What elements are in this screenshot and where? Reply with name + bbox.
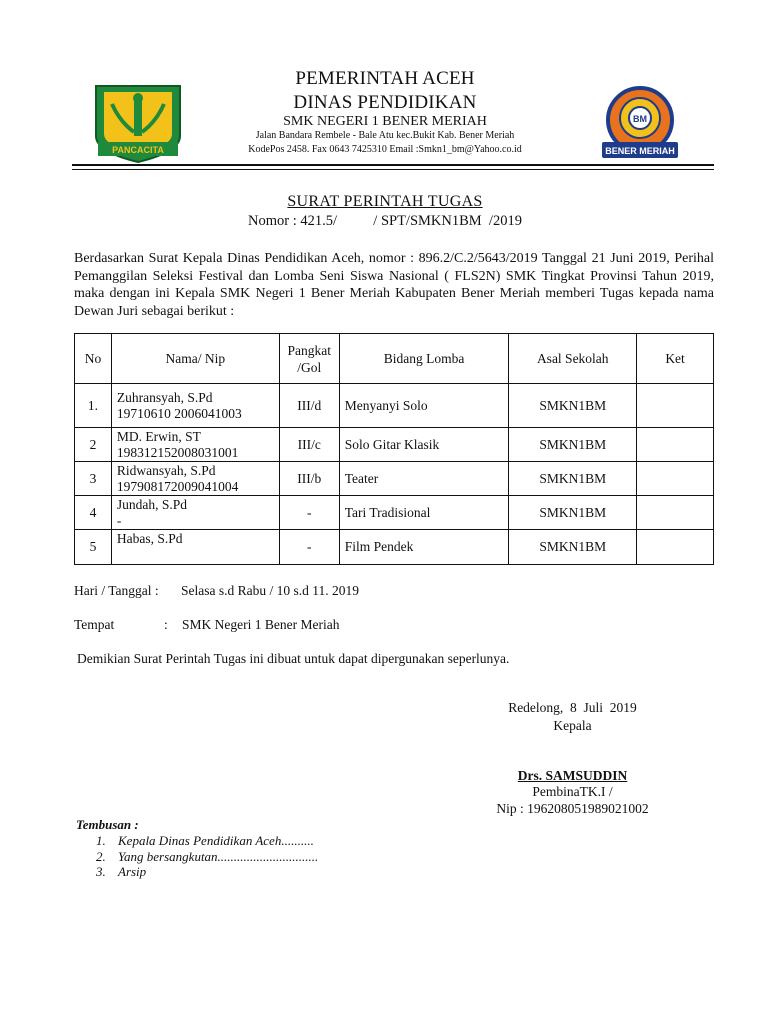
header-department: DINAS PENDIDIKAN — [293, 92, 477, 113]
row-name-nip — [111, 384, 279, 428]
table-row — [75, 428, 714, 462]
col-no: No — [75, 334, 112, 384]
row-school: SMKN1BM — [509, 530, 637, 565]
col-field: Bidang Lomba — [339, 334, 509, 384]
row-no: 3 — [75, 462, 112, 496]
table-row — [75, 384, 714, 428]
row-rank: III/d — [279, 384, 339, 428]
table-row — [75, 496, 714, 530]
row-school: SMKN1BM — [509, 462, 637, 496]
signer-rank: PembinaTK.I / — [532, 784, 613, 799]
row-note — [637, 496, 714, 530]
row-note — [637, 428, 714, 462]
table-header-row — [75, 334, 714, 384]
date-value: Selasa s.d Rabu / 10 s.d 11. 2019 — [181, 583, 359, 598]
header-address: Jalan Bandara Rembele - Bale Atu kec.Bukit Kab. Bener Meriah — [255, 130, 515, 141]
letter-title: SURAT PERINTAH TUGAS — [287, 193, 483, 210]
row-name: Zuhransyah, S.Pd — [116, 389, 213, 405]
table-row — [75, 530, 714, 565]
row-field: Solo Gitar Klasik — [339, 428, 509, 462]
header-government: PEMERINTAH ACEH — [295, 68, 475, 89]
letterhead-rule-thin — [72, 169, 714, 170]
row-nip: 197908172009041004 — [116, 478, 239, 494]
col-name: Nama/ Nip — [111, 334, 279, 384]
row-rank: - — [279, 530, 339, 565]
row-no: 4 — [75, 496, 112, 530]
cc-item: Arsip — [118, 864, 147, 879]
row-name: Ridwansyah, S.Pd — [116, 462, 216, 478]
row-no: 1. — [75, 384, 112, 428]
col-school: Asal Sekolah — [509, 334, 637, 384]
row-note — [637, 462, 714, 496]
col-note: Ket — [637, 334, 714, 384]
cc-item-number: 2. — [96, 849, 106, 864]
bener-meriah-logo — [592, 86, 688, 162]
row-name: Jundah, S.Pd — [116, 496, 188, 512]
row-name-nip — [111, 496, 279, 530]
signature-place-date: Redelong, 8 Juli 2019 — [508, 700, 637, 715]
row-name-nip — [111, 462, 279, 496]
pancacita-logo — [90, 82, 186, 164]
row-rank: - — [279, 496, 339, 530]
row-rank: III/c — [279, 428, 339, 462]
cc-item-number: 1. — [96, 833, 106, 848]
place-label: Tempat — [74, 617, 115, 632]
header-school: SMK NEGERI 1 BENER MERIAH — [283, 114, 487, 129]
svg-text:BENER MERIAH: BENER MERIAH — [605, 146, 675, 156]
row-field: Teater — [339, 462, 509, 496]
cc-item: Kepala Dinas Pendidikan Aceh.......... — [118, 833, 314, 848]
row-no: 5 — [75, 530, 112, 565]
row-name-nip — [111, 530, 279, 565]
row-field: Menyanyi Solo — [339, 384, 509, 428]
signature-position: Kepala — [553, 718, 592, 733]
table-row — [75, 462, 714, 496]
row-nip: 19710610 2006041003 — [116, 405, 242, 421]
cc-item-number: 3. — [96, 864, 106, 879]
letter-number: Nomor : 421.5/ / SPT/SMKN1BM /2019 — [248, 213, 522, 229]
row-note — [637, 530, 714, 565]
row-name-nip — [111, 428, 279, 462]
row-field: Tari Tradisional — [339, 496, 509, 530]
closing-sentence: Demikian Surat Perintah Tugas ini dibuat untuk dapat dipergunakan seperlunya. — [77, 651, 510, 666]
row-no: 2 — [75, 428, 112, 462]
letterhead-rule-thick — [72, 164, 714, 166]
date-label: Hari / Tanggal : — [74, 583, 159, 598]
cc-label: Tembusan : — [76, 817, 139, 832]
jury-table — [74, 333, 714, 565]
place-value: SMK Negeri 1 Bener Meriah — [182, 617, 340, 632]
place-colon: : — [164, 617, 168, 632]
row-note — [637, 384, 714, 428]
row-nip: 198312152008031001 — [116, 444, 239, 460]
cc-item: Yang bersangkutan............................... — [118, 849, 319, 864]
svg-text:PANCACITA: PANCACITA — [112, 145, 164, 155]
row-field: Film Pendek — [339, 530, 509, 565]
row-nip: - — [116, 512, 122, 528]
svg-text:BM: BM — [633, 114, 647, 124]
row-school: SMKN1BM — [509, 496, 637, 530]
header-contact: KodePos 2458. Fax 0643 7425310 Email :Smkn1_bm@Yahoo.co.id — [248, 144, 522, 155]
row-school: SMKN1BM — [509, 384, 637, 428]
signer-nip: Nip : 196208051989021002 — [496, 801, 649, 816]
opening-paragraph: Berdasarkan Surat Kepala Dinas Pendidikan Aceh, nomor : 896.2/C.2/5643/2019 Tanggal 21 Juni 2019, Perihal Pemanggilan Seleksi Festival dan Lomba Seni Siswa Nasional ( FLS2N) SMK Tingkat Provinsi Tahun 2019, maka dengan ini Kepala SMK Negeri 1 Bener Meriah Kabupaten Bener Meriah memberi Tugas kepada nama Dewan Juri sebagai berikut : — [74, 251, 714, 319]
row-rank: III/b — [279, 462, 339, 496]
row-name: Habas, S.Pd — [116, 531, 183, 546]
col-rank: Pangkat /Gol — [279, 334, 339, 384]
row-school: SMKN1BM — [509, 428, 637, 462]
signer-name: Drs. SAMSUDDIN — [517, 768, 628, 783]
row-name: MD. Erwin, ST — [116, 428, 201, 444]
